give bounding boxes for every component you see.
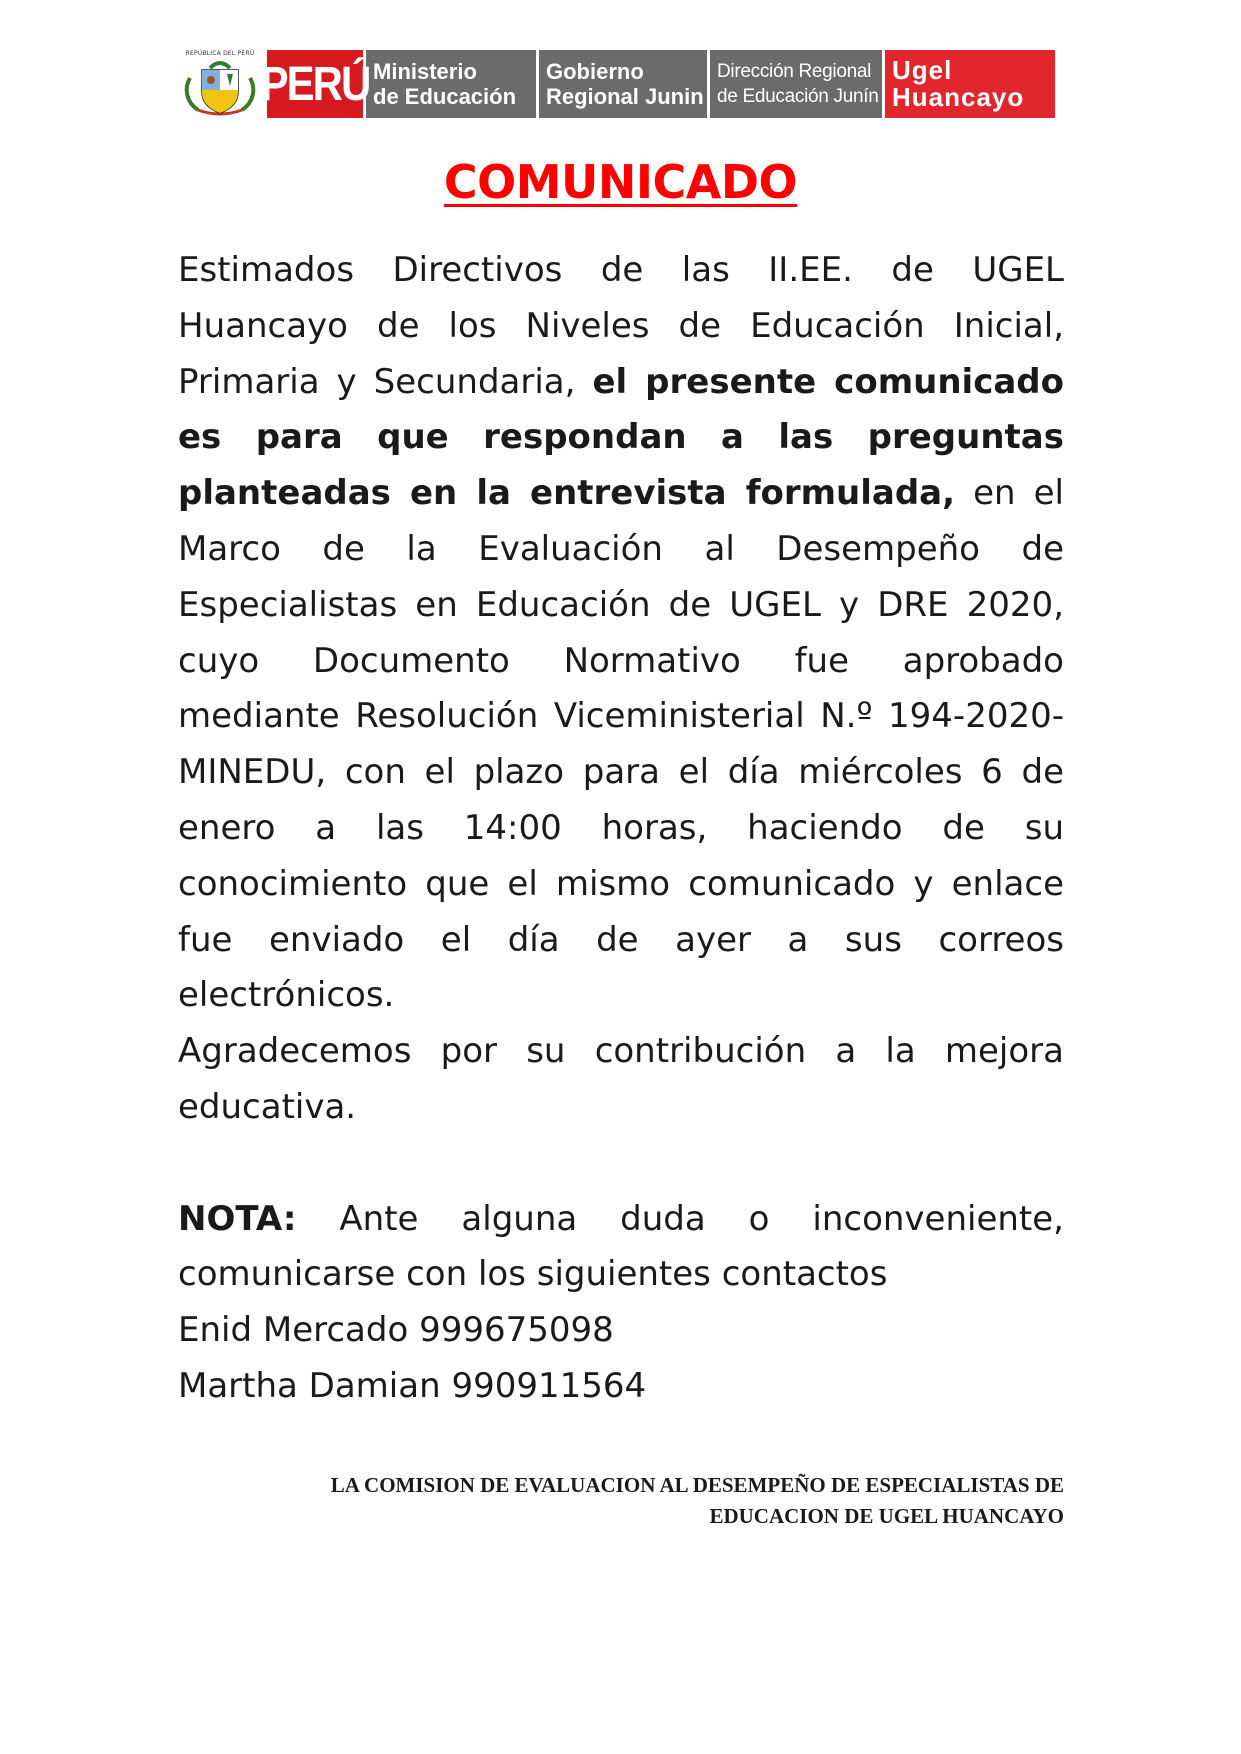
- peru-label: PERÚ: [260, 56, 370, 111]
- note-text: Ante alguna duda o inconveniente, comunicarse con los siguientes contactos: [178, 1198, 1064, 1295]
- signature-block: [164, 1470, 1064, 1532]
- ugel-line-1: Ugel: [892, 55, 953, 85]
- coat-of-arms-logo: [177, 50, 263, 118]
- signature-line-2: EDUCACION DE UGEL HUANCAYO: [709, 1504, 1064, 1528]
- minedu-line-1: Ministerio: [373, 59, 477, 84]
- gobierno-regional-block: [539, 50, 707, 118]
- institutional-banner: [177, 50, 1061, 118]
- spacer: [178, 1136, 1064, 1192]
- thanks-paragraph: Agradecemos por su contribución a la mejora educativa.: [178, 1031, 1064, 1127]
- document-body: [178, 243, 1064, 1415]
- main-paragraph: [178, 243, 1064, 1024]
- ugel-huancayo-block: [885, 50, 1055, 118]
- main-paragraph-intro: Estimados Directivos de las II.EE. de UGEL Huancayo de los Niveles de Educación Inicial, Primaria y Secundaria,: [178, 250, 1064, 402]
- note-label: NOTA:: [178, 1198, 297, 1239]
- main-paragraph-bold: el presente comunicado es para que respondan a las preguntas planteadas en la entrevista formulada,: [178, 361, 1064, 514]
- note-paragraph: [178, 1192, 1064, 1304]
- peru-brand-block: [260, 50, 370, 118]
- main-paragraph-rest: en el Marco de la Evaluación al Desempeño de Especialistas en Educación de UGEL y DRE 2020, cuyo Documento Normativo fue aprobado mediante Resolución Viceministerial N.º 194-2020-MINEDU, con el plazo para el día miércoles 6 de enero a las 14:00 horas, haciendo de su conocimiento que el mismo comunicado y enlace fue enviado el día de ayer a sus correos electrónicos.: [178, 473, 1064, 1016]
- peru-shield-icon: [180, 56, 260, 118]
- dre-line-2: de Educación Junín: [717, 86, 879, 107]
- shield-caption: REPÚBLICA DEL PERÚ: [185, 50, 255, 57]
- dre-line-1: Dirección Regional: [717, 61, 872, 82]
- contact-2: Martha Damian 990911564: [178, 1365, 647, 1406]
- page-title: COMUNICADO: [443, 155, 798, 209]
- gobierno-line-2: Regional Junin: [546, 84, 704, 109]
- minedu-line-2: de Educación: [373, 84, 517, 109]
- ministerio-educacion-block: [366, 50, 536, 118]
- signature-line-1: LA COMISION DE EVALUACION AL DESEMPEÑO DE ESPECIALISTAS DE: [330, 1473, 1064, 1497]
- contact-1: Enid Mercado 999675098: [178, 1310, 614, 1351]
- ugel-line-2: Huancayo: [892, 82, 1025, 112]
- gobierno-line-1: Gobierno: [546, 59, 644, 84]
- direccion-regional-block: [710, 50, 882, 118]
